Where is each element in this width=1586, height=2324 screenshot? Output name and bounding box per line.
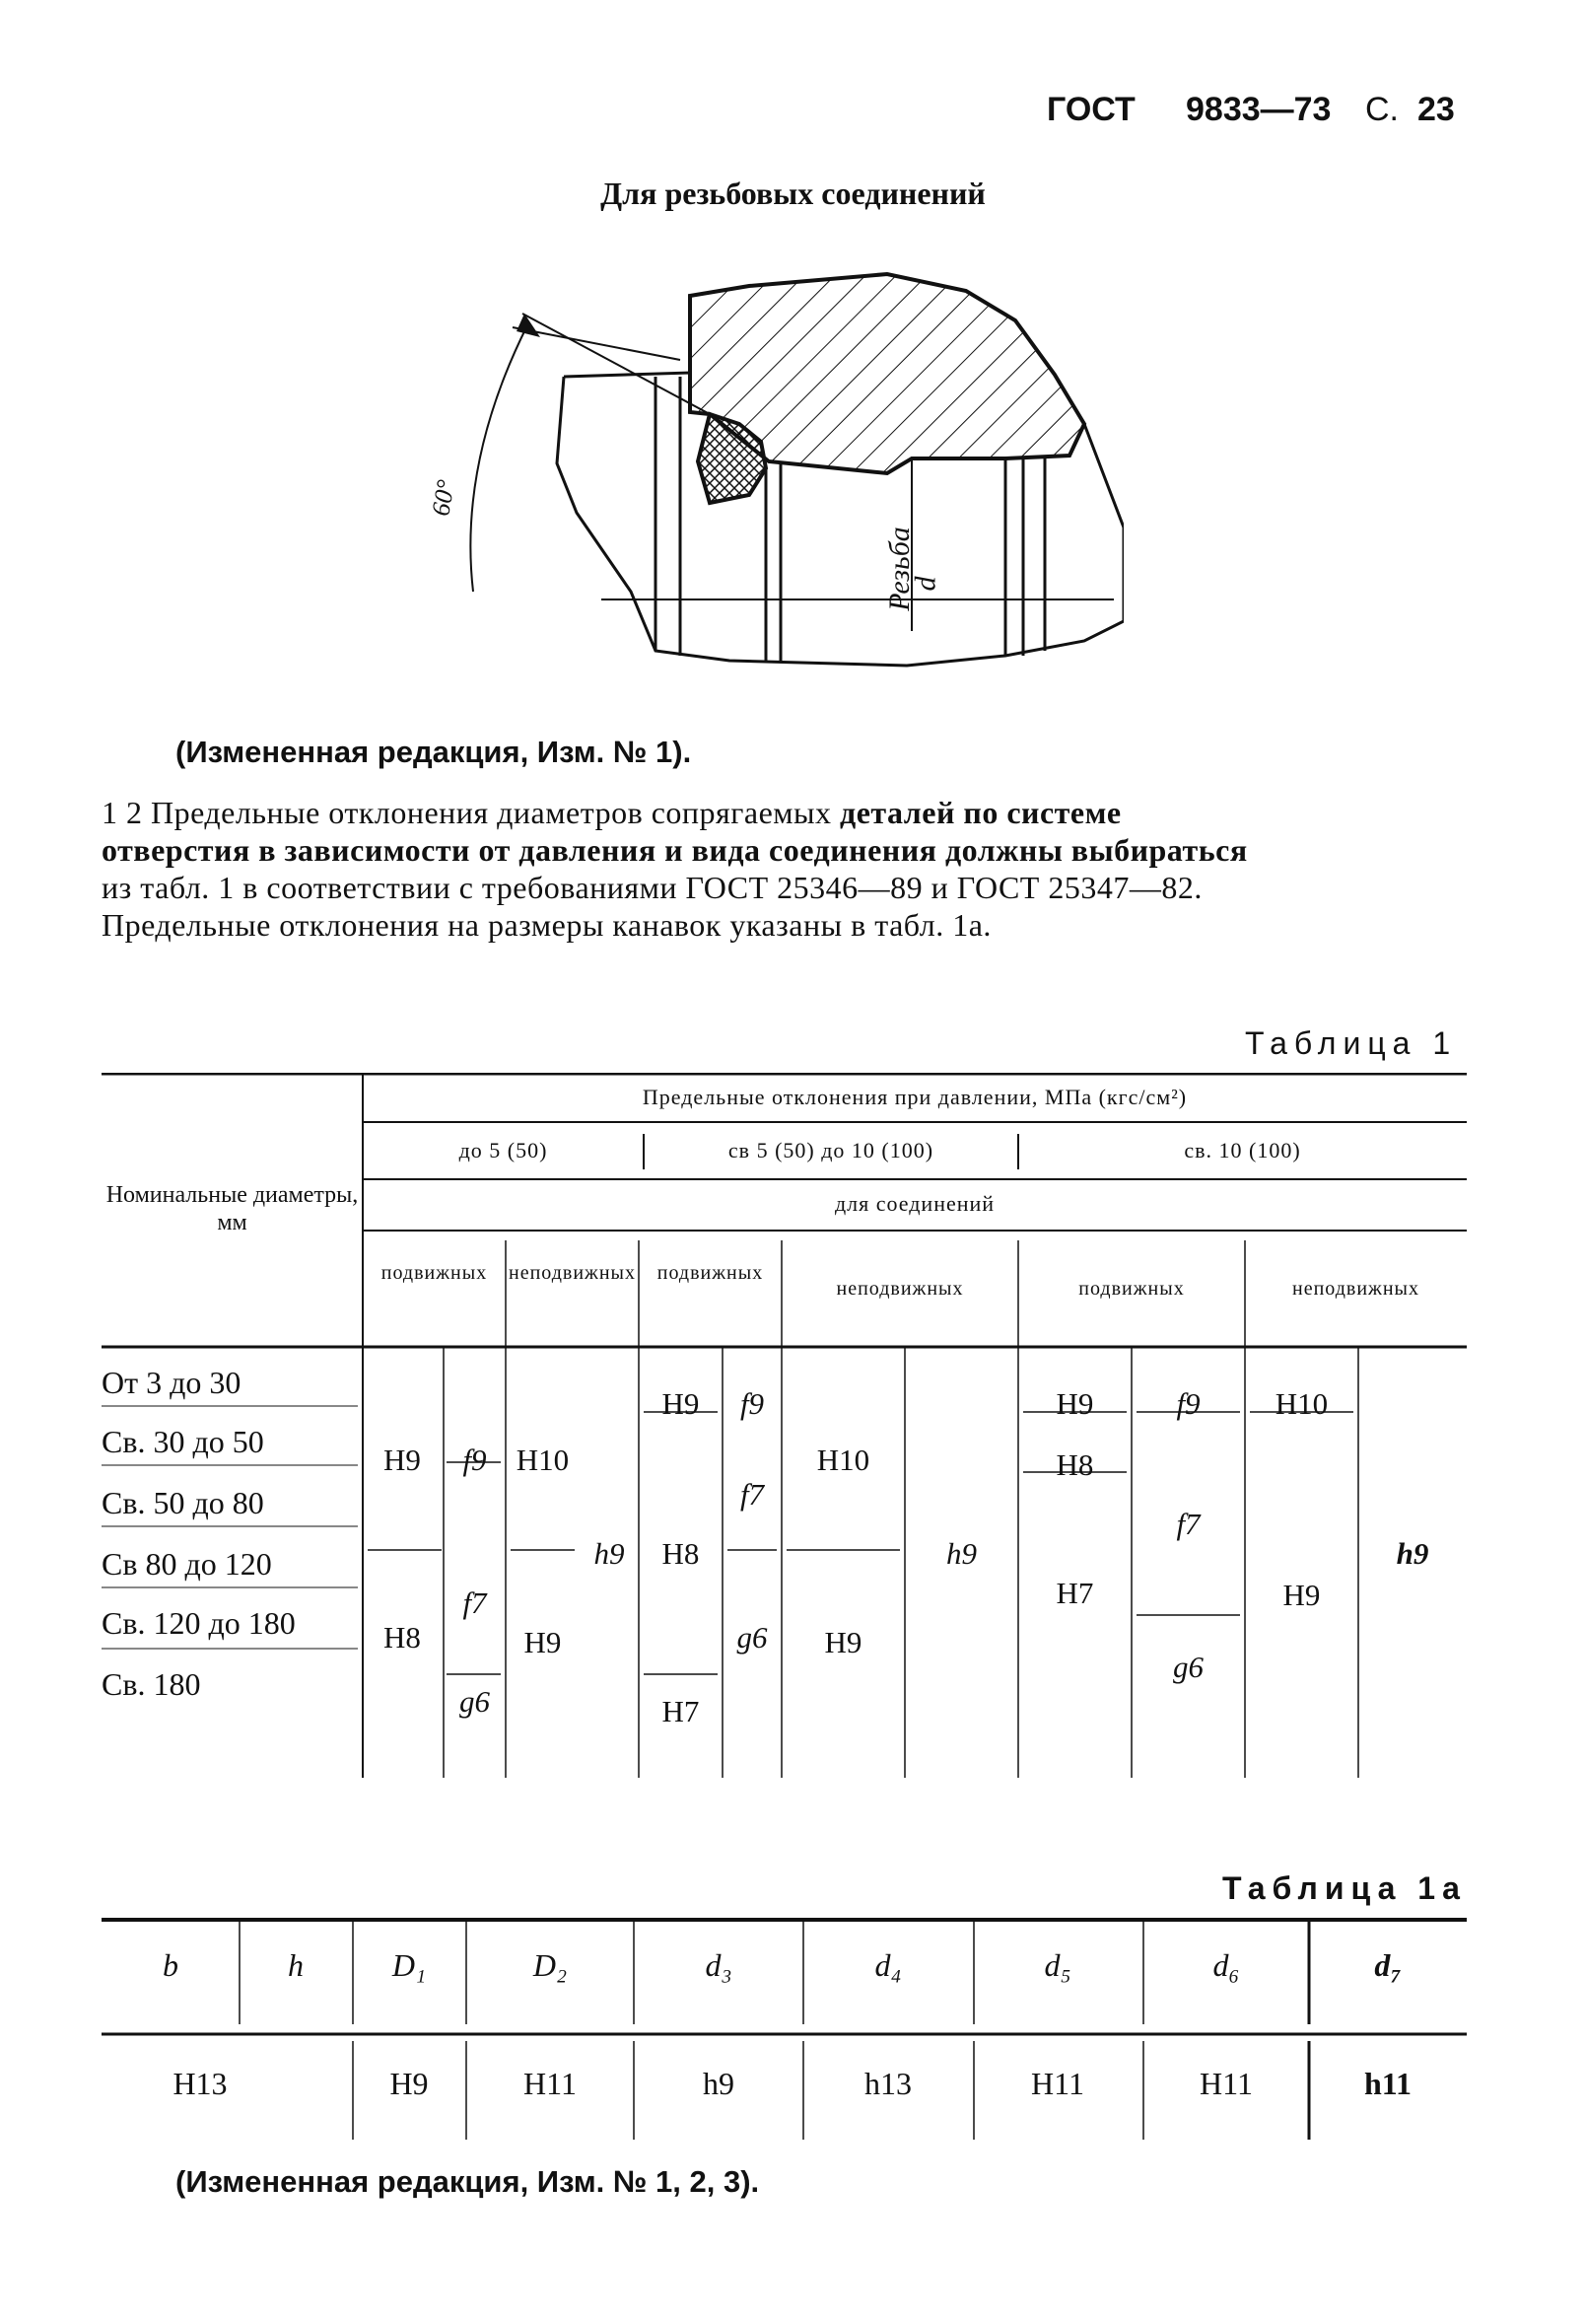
- t1a-header-d6: d₆: [1212, 1947, 1240, 1983]
- cell-p2-fix-hole-a: H10: [816, 1443, 870, 1477]
- cell-p3-mov-shaft-a: f9: [1176, 1386, 1201, 1421]
- pressure-1: до 5 (50): [458, 1138, 548, 1162]
- para-line1-normal: 1 2 Предельные отклонения диаметров сопрягаемых: [102, 795, 832, 830]
- table1-caption: Таблица 1: [1245, 1025, 1458, 1061]
- t1a-value-d4: h13: [864, 2066, 912, 2101]
- t1a-value-d5: H11: [1031, 2066, 1084, 2101]
- cell-p1-fix-shaft: h9: [593, 1536, 625, 1571]
- pressure-2: св 5 (50) до 10 (100): [727, 1138, 934, 1162]
- conn-type-3: подвижных: [656, 1262, 764, 1284]
- cell-p3-fix-shaft: h9: [1396, 1536, 1429, 1571]
- cell-p2-mov-hole-a: H9: [661, 1386, 700, 1421]
- conn-type-2: неподвижных: [509, 1262, 636, 1284]
- para-line4: Предельные отклонения на размеры канавок указаны в табл. 1а.: [102, 907, 992, 943]
- row-label-2: Св. 30 до 50: [102, 1424, 264, 1459]
- amendment-note-bottom: (Измененная редакция, Изм. № 1, 2, 3).: [175, 2164, 760, 2199]
- table1-row-header: Номинальные диаметры, мм: [105, 1182, 359, 1235]
- cell-p3-fix-hole-a: H10: [1275, 1386, 1329, 1421]
- section-title: Для резьбовых соединений: [600, 176, 986, 211]
- cell-p1-mov-shaft-b: f7: [462, 1585, 487, 1620]
- conn-type-6: неподвижных: [1292, 1278, 1419, 1300]
- cell-p2-mov-shaft-a: f9: [739, 1386, 765, 1421]
- conn-type-1: подвижных: [380, 1262, 488, 1284]
- standard-label: ГОСТ: [1047, 91, 1136, 128]
- diameter-label: d: [909, 576, 942, 592]
- t1a-header-d4: d₄: [874, 1947, 902, 1983]
- thread-seal-drawing: [414, 266, 1124, 700]
- t1a-header-d7: d₇: [1374, 1947, 1402, 1983]
- para-line1-bold: деталей по системе: [840, 795, 1122, 830]
- row-label-6: Св. 180: [102, 1666, 201, 1702]
- t1a-header-h: h: [288, 1947, 304, 1983]
- row-label-5: Св. 120 до 180: [102, 1605, 296, 1641]
- cell-p2-mov-shaft-b: f7: [739, 1477, 765, 1512]
- thread-label: Резьба: [882, 527, 916, 611]
- t1a-header-D1: D₁: [391, 1947, 427, 1983]
- paragraph-1-2: [102, 794, 1472, 944]
- t1a-header-b: b: [163, 1947, 178, 1983]
- page-prefix: С.: [1365, 91, 1399, 128]
- cell-p1-mov-shaft-a: f9: [462, 1443, 487, 1477]
- para-line2: отверстия в зависимости от давления и вида соединения должны выбираться: [102, 832, 1248, 868]
- t1a-value-D2: H11: [523, 2066, 577, 2101]
- row-label-1: От 3 до 30: [102, 1365, 241, 1400]
- cell-p1-fix-hole-b: H9: [523, 1625, 562, 1659]
- cell-p2-fix-shaft: h9: [946, 1536, 977, 1571]
- cell-p2-mov-shaft-c: g6: [736, 1620, 768, 1655]
- angle-label: 60°: [426, 477, 461, 519]
- table1a-caption: Таблица 1а: [1222, 1870, 1467, 1906]
- t1a-header-d3: d₃: [705, 1947, 732, 1983]
- cell-p3-mov-hole-a: H9: [1056, 1386, 1094, 1421]
- t1a-value-d7: h11: [1363, 2066, 1413, 2101]
- row-label-4: Св 80 до 120: [102, 1546, 272, 1582]
- table1-conn-header: для соединений: [834, 1191, 996, 1216]
- t1a-header-D2: D₂: [532, 1947, 568, 1983]
- cell-p2-fix-hole-b: H9: [824, 1625, 862, 1659]
- cell-p1-mov-hole-b: H8: [383, 1620, 421, 1655]
- cell-p2-mov-hole-c: H7: [661, 1694, 700, 1728]
- pressure-3: св. 10 (100): [1184, 1138, 1301, 1162]
- cell-p3-mov-hole-c: H7: [1056, 1576, 1094, 1610]
- standard-number: 9833—73: [1186, 91, 1332, 128]
- table1: [102, 1073, 1467, 1778]
- conn-type-5: подвижных: [1078, 1278, 1185, 1300]
- para-line3: из табл. 1 в соответствии с требованиями ГОСТ 25346—89 и ГОСТ 25347—82.: [102, 870, 1203, 905]
- cell-p2-mov-hole-b: H8: [661, 1536, 700, 1571]
- t1a-value-d3: h9: [703, 2066, 734, 2101]
- cell-p3-mov-shaft-b: f7: [1176, 1507, 1201, 1541]
- page-number: 23: [1417, 91, 1455, 128]
- cell-p3-fix-hole-b: H9: [1282, 1578, 1321, 1612]
- conn-type-4: неподвижных: [836, 1278, 964, 1300]
- cell-p1-mov-shaft-c: g6: [459, 1684, 490, 1719]
- cell-p3-mov-shaft-c: g6: [1173, 1650, 1204, 1684]
- cell-p3-mov-hole-b: H8: [1056, 1447, 1094, 1482]
- row-label-3: Св. 50 до 80: [102, 1485, 264, 1520]
- cell-p1-mov-hole-a: H9: [383, 1443, 421, 1477]
- t1a-value-D1: H9: [389, 2066, 429, 2101]
- t1a-header-d5: d₅: [1044, 1947, 1071, 1983]
- table1a: [102, 1918, 1467, 2145]
- table1-group-header: Предельные отклонения при давлении, МПа (кгс/см²): [642, 1085, 1188, 1109]
- cell-p1-fix-hole-a: H10: [516, 1443, 570, 1477]
- t1a-value-d6: H11: [1200, 2066, 1253, 2101]
- t1a-value-b: H13: [172, 2066, 228, 2101]
- amendment-note-top: (Измененная редакция, Изм. № 1).: [175, 735, 692, 769]
